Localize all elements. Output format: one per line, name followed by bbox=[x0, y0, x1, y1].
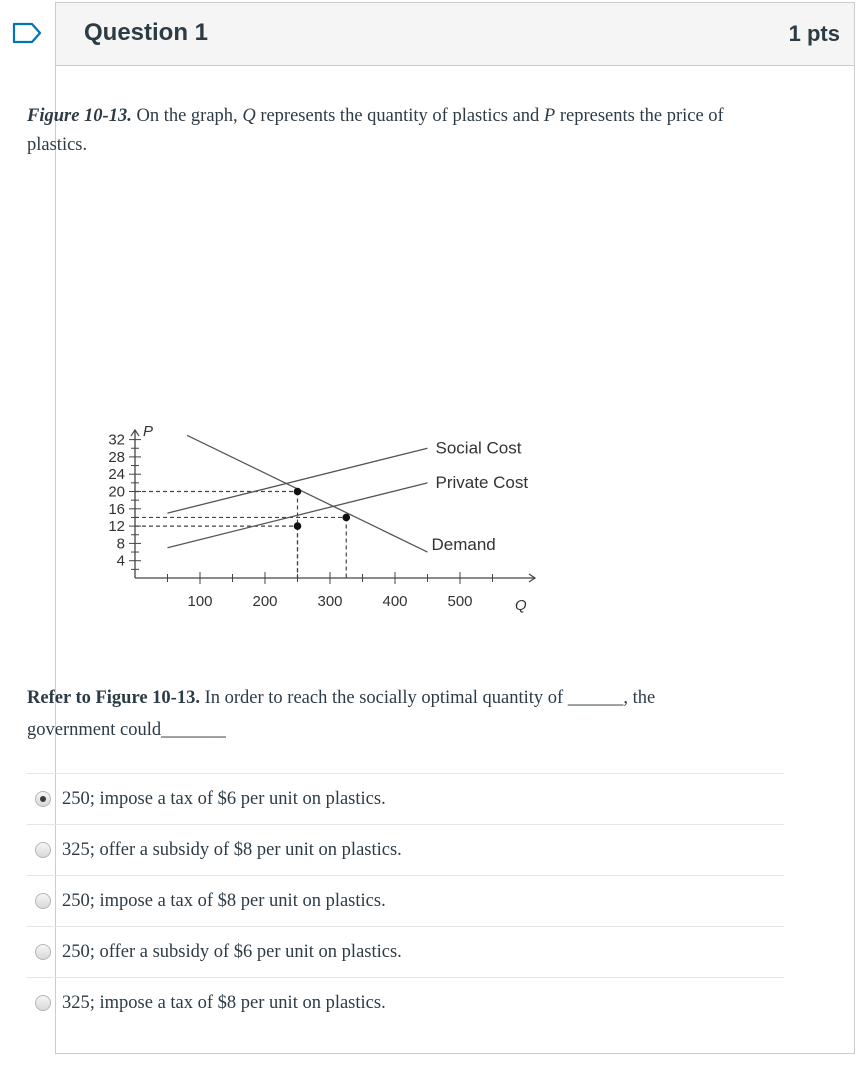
demand-curve bbox=[187, 435, 428, 552]
radio-button[interactable] bbox=[35, 791, 51, 807]
x-axis-label: Q bbox=[515, 597, 527, 614]
p-symbol: P bbox=[543, 106, 556, 126]
question-figure-ref: Refer to Figure 10-13. bbox=[27, 688, 200, 708]
equilibrium-point bbox=[294, 522, 302, 530]
social-cost-label: Social Cost bbox=[435, 438, 522, 458]
answer-option[interactable] bbox=[27, 773, 784, 824]
question-text bbox=[27, 682, 727, 746]
radio-button[interactable] bbox=[35, 893, 51, 909]
question-points: 1 pts bbox=[788, 21, 840, 46]
intro-text: represents the price of plastics. bbox=[27, 106, 724, 155]
intro-text: On the graph, bbox=[131, 106, 243, 126]
blank-2: _______ bbox=[161, 720, 226, 740]
y-tick-label: 28 bbox=[108, 448, 125, 466]
answer-label: 325; impose a tax of $8 per unit on plastics. bbox=[62, 992, 386, 1013]
answer-label: 250; impose a tax of $8 per unit on plastics. bbox=[62, 890, 386, 911]
y-tick-label: 4 bbox=[116, 552, 125, 570]
q-symbol: Q bbox=[242, 106, 256, 126]
y-tick-label: 16 bbox=[108, 500, 125, 518]
figure-reference: Figure 10-13. bbox=[27, 106, 132, 126]
radio-button[interactable] bbox=[35, 995, 51, 1011]
answer-option[interactable] bbox=[27, 824, 784, 875]
y-tick-label: 20 bbox=[108, 483, 125, 501]
private-cost-label: Private Cost bbox=[435, 472, 529, 492]
figure-description bbox=[27, 102, 777, 160]
y-axis-label: P bbox=[143, 422, 154, 440]
question-header bbox=[56, 3, 854, 66]
social-cost-curve bbox=[168, 448, 428, 513]
answer-option[interactable] bbox=[27, 926, 784, 977]
radio-button[interactable] bbox=[35, 842, 51, 858]
radio-button[interactable] bbox=[35, 944, 51, 960]
y-tick-label: 32 bbox=[108, 431, 125, 449]
answer-option[interactable] bbox=[27, 875, 784, 926]
supply-demand-graph bbox=[45, 188, 565, 618]
question-body: In order to reach the socially optimal quantity of bbox=[199, 688, 568, 708]
bookmark-icon[interactable] bbox=[12, 22, 42, 44]
answer-option[interactable] bbox=[27, 977, 784, 1028]
x-tick-label: 400 bbox=[382, 593, 408, 610]
y-tick-label: 12 bbox=[108, 518, 125, 536]
x-tick-label: 300 bbox=[317, 593, 343, 610]
answer-label: 325; offer a subsidy of $8 per unit on plastics. bbox=[62, 839, 402, 860]
blank-1: ______ bbox=[567, 688, 624, 708]
question-body: , the government could bbox=[27, 688, 656, 740]
x-tick-label: 500 bbox=[447, 593, 473, 610]
x-tick-label: 100 bbox=[187, 593, 213, 610]
intro-text: represents the quantity of plastics and bbox=[255, 106, 544, 126]
equilibrium-point bbox=[342, 514, 350, 522]
equilibrium-point bbox=[294, 488, 302, 496]
y-tick-label: 24 bbox=[108, 466, 125, 484]
x-tick-label: 200 bbox=[252, 593, 278, 610]
answer-list bbox=[27, 773, 784, 1028]
y-tick-label: 8 bbox=[116, 535, 125, 553]
answer-label: 250; offer a subsidy of $6 per unit on plastics. bbox=[62, 941, 402, 962]
answer-label: 250; impose a tax of $6 per unit on plastics. bbox=[62, 788, 386, 809]
demand-label: Demand bbox=[431, 535, 496, 555]
question-title: Question 1 bbox=[84, 19, 209, 46]
